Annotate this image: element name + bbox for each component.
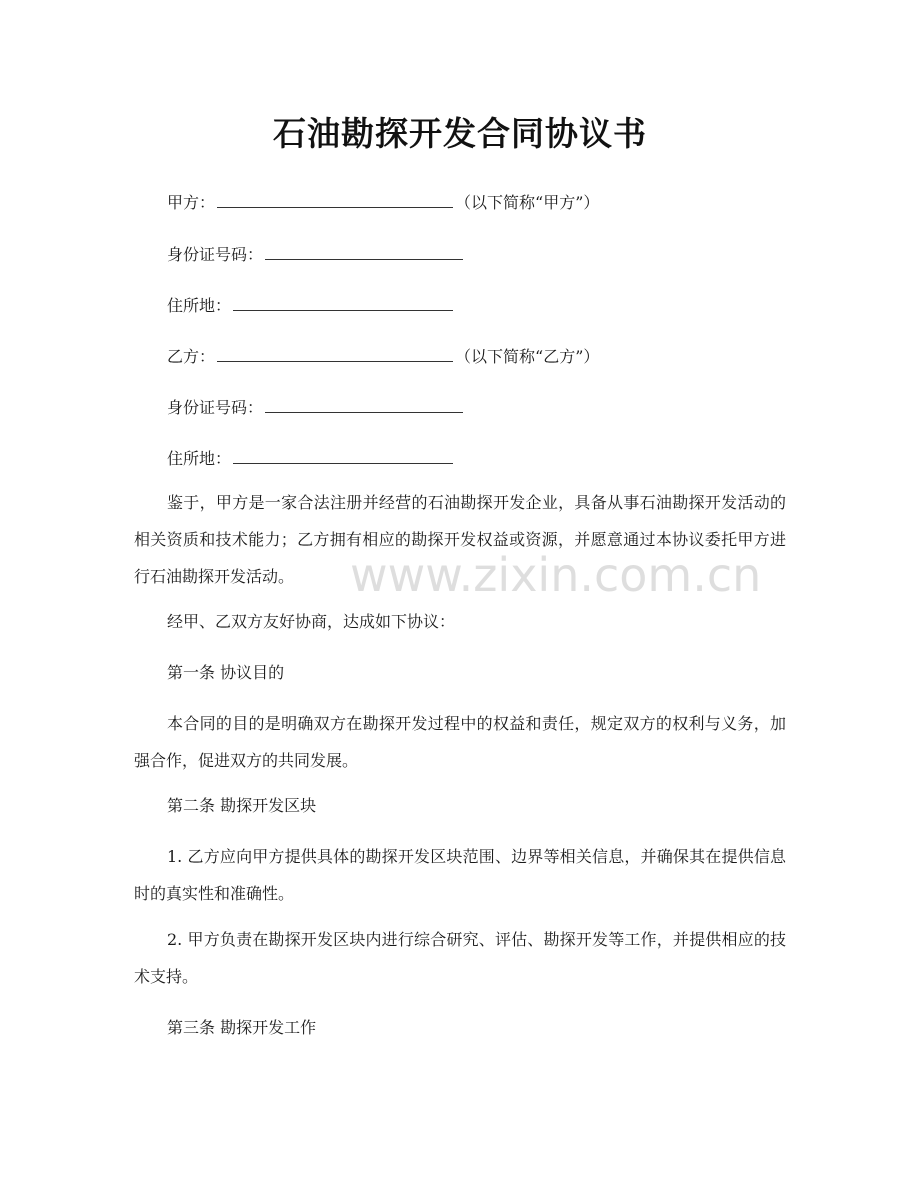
recital-paragraph: 鉴于，甲方是一家合法注册并经营的石油勘探开发企业，具备从事石油勘探开发活动的相关资质和技术能力；乙方拥有相应的勘探开发权益或资源，并愿意通过本协议委托甲方进行石油勘探开发活动。 [134,493,786,586]
party-b-id-blank[interactable] [265,396,463,413]
party-b-label: 乙方： [167,347,216,366]
party-b-address-label: 住所地： [167,449,232,468]
agreement-paragraph: 经甲、乙双方友好协商，达成如下协议： [167,612,456,631]
article-3-heading: 第三条 勘探开发工作 [167,1018,317,1037]
party-b-id-line [167,396,465,419]
party-a-name-blank[interactable] [217,191,453,208]
party-a-address-line [167,294,455,317]
party-a-line [167,191,599,214]
party-a-address-blank[interactable] [233,294,453,311]
document-title: 石油勘探开发合同协议书 [273,114,647,153]
party-a-suffix: （以下简称“甲方”） [455,193,600,212]
party-a-id-line [167,243,465,266]
article-1-heading: 第一条 协议目的 [167,663,285,682]
article-1-body: 本合同的目的是明确双方在勘探开发过程中的权益和责任，规定双方的权利与义务，加强合作，促进双方的共同发展。 [134,714,786,770]
party-a-label: 甲方： [167,193,216,212]
party-b-id-label: 身份证号码： [167,398,264,417]
party-a-address-label: 住所地： [167,296,232,315]
watermark: www.zixin.com.cn [350,548,762,602]
article-2-item-1: 1. 乙方应向甲方提供具体的勘探开发区块范围、边界等相关信息，并确保其在提供信息时的真实性和准确性。 [134,847,786,903]
party-a-id-blank[interactable] [265,243,463,260]
party-b-line [167,345,599,368]
party-a-id-label: 身份证号码： [167,245,264,264]
party-b-address-blank[interactable] [233,447,453,464]
party-b-address-line [167,447,455,470]
party-b-suffix: （以下简称“乙方”） [455,347,600,366]
article-2-item-2: 2. 甲方负责在勘探开发区块内进行综合研究、评估、勘探开发等工作，并提供相应的技术支持。 [134,930,786,986]
article-2-heading: 第二条 勘探开发区块 [167,796,317,815]
party-b-name-blank[interactable] [217,345,453,362]
